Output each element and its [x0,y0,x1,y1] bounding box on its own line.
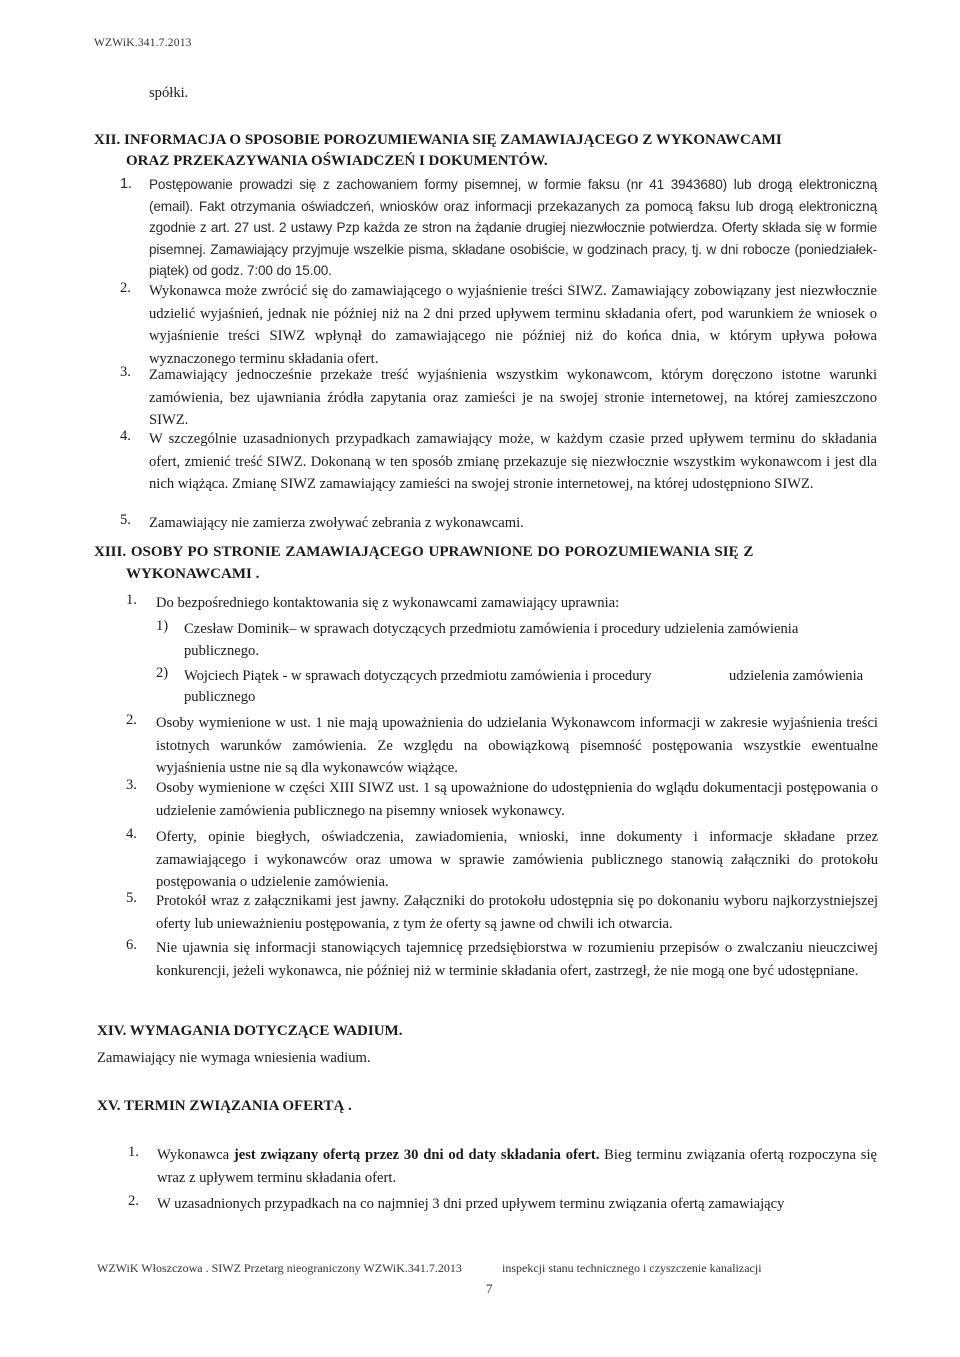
section-xiv-title: XIV. WYMAGANIA DOTYCZĄCE WADIUM. [97,1023,403,1039]
section-xii-title-line1: XII. INFORMACJA O SPOSOBIE POROZUMIEWANIA SIĘ ZAMAWIAJĄCEGO Z WYKONAWCAMI [94,132,782,148]
s13-sub-2-line2: publicznego [184,689,256,705]
s12-item-3-num: 3. [120,364,131,380]
s12-item-5-text: Zamawiający nie zamierza zwoływać zebrania z wykonawcami. [149,515,524,531]
intro-text: spółki. [149,85,189,101]
s12-item-5-num: 5. [120,512,131,528]
s13-item-1-text: Do bezpośredniego kontaktowania się z wykonawcami zamawiający uprawnia: [156,595,620,611]
s13-sub-2-line1: Wojciech Piątek - w sprawach dotyczących przedmiotu zamówienia i procedury [184,668,652,684]
s12-item-1-num: 1. [120,176,132,192]
section-xv-title: XV. TERMIN ZWIĄZANIA OFERTĄ . [97,1098,352,1114]
s13-item-1-num: 1. [126,592,137,608]
s13-item-2-num: 2. [126,712,137,728]
s12-item-4-num: 4. [120,428,131,444]
footer-right: inspekcji stanu technicznego i czyszczenie kanalizacji [502,1261,762,1275]
s13-sub-2-num: 2) [156,665,169,681]
s13-item-3-num: 3. [126,777,137,793]
section-xiv-text: Zamawiający nie wymaga wniesienia wadium. [97,1050,371,1066]
header-doc-ref: WZWiK.341.7.2013 [94,37,192,49]
s12-item-1-text: Postępowanie prowadzi się z zachowaniem formy pisemnej, w formie faksu (nr 41 3943680) lub drogą elektroniczną (email). Fakt otrzymania oświadczeń, wniosków oraz informacji przekazanych za pomocą faksu lub drogą elektroniczną zgodnie z art. 27 ust. 2 ustawy Pzp każda ze stron na żądanie drugiej niezwłocznie potwierdza. Oferty składa się w formie pisemnej. Zamawiający przyjmuje wszelkie pisma, składane osobiście, w godzinach pracy, tj. w dni robocze (poniedziałek-piątek) od godz. 7:00 do 15.00. [149,177,877,278]
section-xiii-title-line1: XIII. OSOBY PO STRONIE ZAMAWIAJĄCEGO UPRAWNIONE DO POROZUMIEWANIA SIĘ Z [94,544,754,560]
s15-item-1-bold: jest związany ofertą przez 30 dni od daty składania ofert. [233,1147,600,1163]
s13-sub-1-line1: Czesław Dominik– w sprawach dotyczących przedmiotu zamówienia i procedury udzielenia zamówienia [184,621,799,637]
s13-item-6-text: Nie ujawnia się informacji stanowiących tajemnicę przedsiębiorstwa w rozumieniu przepisów o zwalczaniu nieuczciwej konkurencji, jeżeli wykonawca, nie później niż w terminie składania ofert, zastrzegł, że nie mogą one być udostępniane. [156,940,878,979]
page-number: 7 [486,1281,493,1296]
s12-item-3-text: Zamawiający jednocześnie przekaże treść wyjaśnienia wszystkim wykonawcom, którym doręczono istotne warunki zamówienia, bez ujawniania źródła zapytania oraz zamieści je na swojej stronie internetowej, na której zamieszczono SIWZ. [149,367,877,428]
s13-item-5-num: 5. [126,890,137,906]
section-xii-title-line2: ORAZ PRZEKAZYWANIA OŚWIADCZEŃ I DOKUMENTÓW. [126,153,548,169]
s13-sub-1-line2: publicznego. [184,643,259,659]
s15-item-1-post: Bieg terminu związania ofertą rozpoczyna się wraz z upływem terminu składania ofert. [157,1147,877,1186]
section-xiii-title-line2: WYKONAWCAMI . [126,566,260,582]
s15-item-2-text: W uzasadnionych przypadkach na co najmniej 3 dni przed upływem terminu związania ofertą zamawiający [157,1196,785,1212]
footer-left: WZWiK Włoszczowa . SIWZ Przetarg nieograniczony WZWiK.341.7.2013 [97,1261,462,1275]
s13-item-6-num: 6. [126,937,137,953]
s13-item-3-text: Osoby wymienione w części XIII SIWZ ust. 1 są upoważnione do udostępnienia do wglądu dokumentacji postępowania o udzielenie zamówienia publicznego na pisemny wniosek wykonawcy. [156,780,878,819]
s13-sub-2-line1b: udzielenia zamówienia [729,668,864,684]
s15-item-1-pre: Wykonawca [157,1147,234,1163]
s13-item-5-text: Protokół wraz z załącznikami jest jawny. Załączniki do protokołu udostępnia się po dokonaniu wyboru najkorzystniejszej oferty lub unieważnieniu postępowania, z tym że oferty są jawne od chwili ich otwarcia. [156,893,878,932]
s13-item-2-text: Osoby wymienione w ust. 1 nie mają upoważnienia do udzielania Wykonawcom informacji w zakresie wyjaśnienia treści istotnych warunków zamówienia. Ze względu na obowiązkową pisemność postępowania wszystkie ewentualne wyjaśnienia ustne nie są dla wykonawców wiążące. [156,715,878,776]
s15-item-2-num: 2. [128,1193,139,1209]
s12-item-2-text: Wykonawca może zwrócić się do zamawiającego o wyjaśnienie treści SIWZ. Zamawiający zobowiązany jest niezwłocznie udzielić wyjaśnień, jednak nie później niż na 2 dni przed upływem terminu składania ofert, pod warunkiem że wniosek o wyjaśnienie treści SIWZ wpłynął do zamawiającego nie później niż do końca dnia, w którym upływa połowa wyznaczonego terminu składania ofert. [149,283,877,367]
s13-item-4-text: Oferty, opinie biegłych, oświadczenia, zawiadomienia, wnioski, inne dokumenty i informacje składane przez zamawiającego i wykonawców oraz umowa w sprawie zamówienia publicznego stanowią załączniki do protokołu postępowania o udzielenie zamówienia. [156,829,878,890]
s13-sub-1-num: 1) [156,618,169,634]
s15-item-1-text [157,1144,877,1189]
s12-item-2-num: 2. [120,280,131,296]
s15-item-1-num: 1. [128,1144,139,1160]
s12-item-4-text: W szczególnie uzasadnionych przypadkach zamawiający może, w każdym czasie przed upływem terminu do składania ofert, zmienić treść SIWZ. Dokonaną w ten sposób zmianę przekazuje się niezwłocznie wszystkim wykonawcom i jest dla nich wiążąca. Zmianę SIWZ zamawiający zamieści na swojej stronie internetowej, na której udostępniono SIWZ. [149,431,877,492]
s13-item-4-num: 4. [126,826,137,842]
